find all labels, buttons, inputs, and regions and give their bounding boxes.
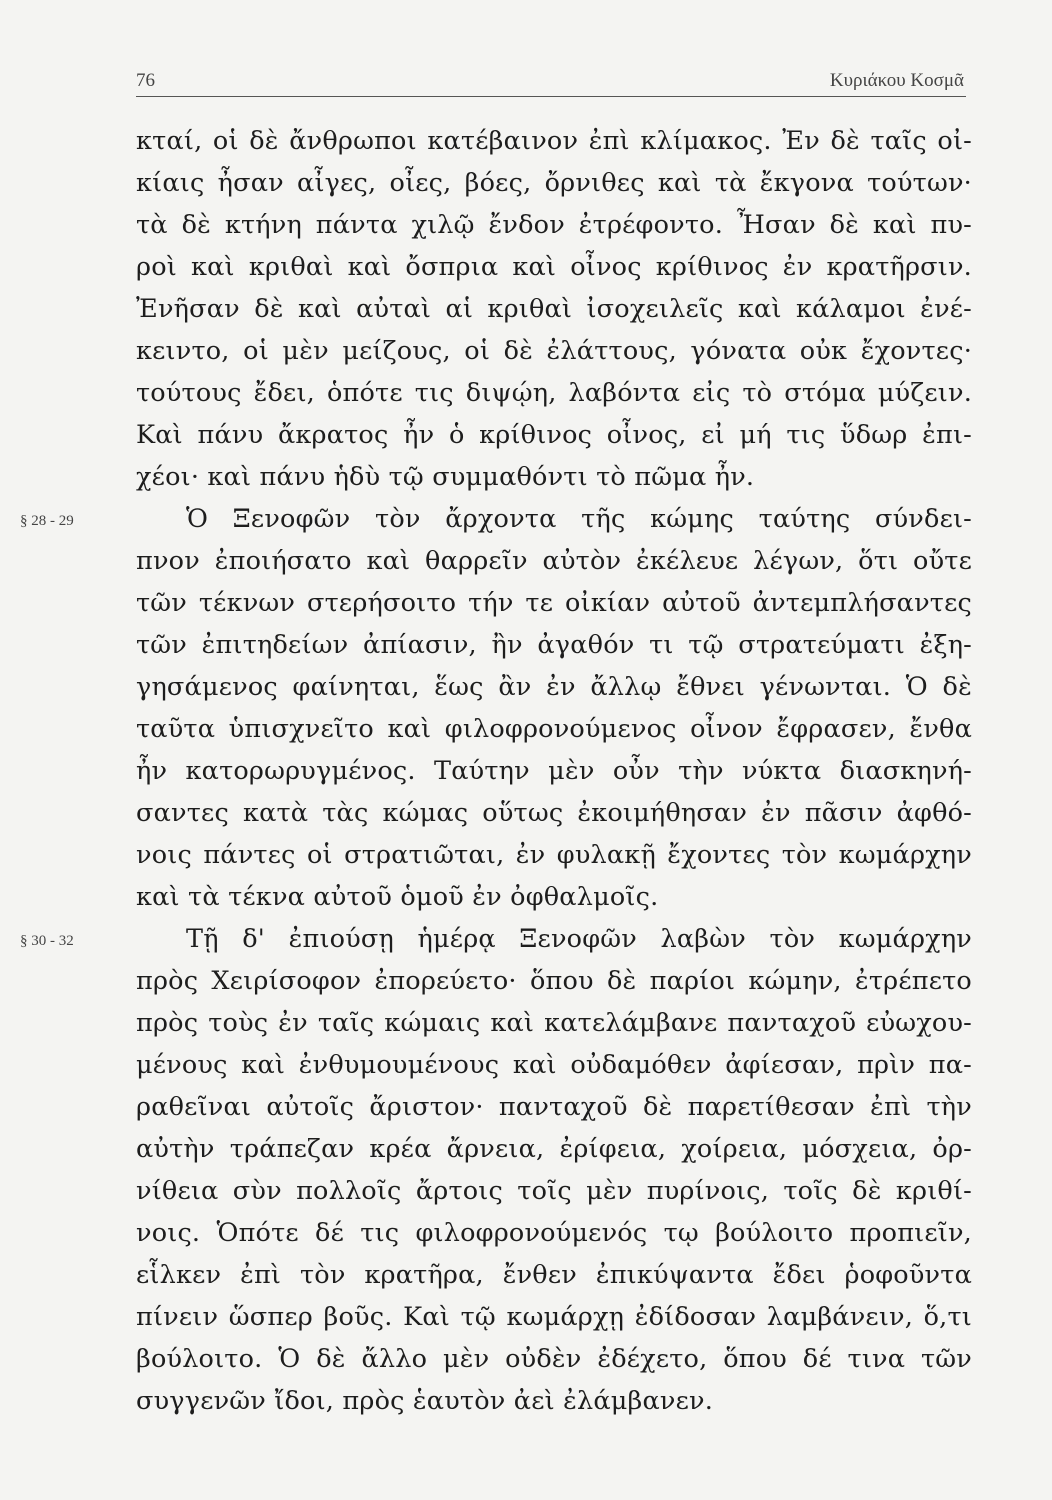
text-line: κίαις ἦσαν αἶγες, οἶες, βόες, ὄρνιθες καὶ τὰ ἔκγονα τούτων· bbox=[136, 168, 972, 198]
text-line: βούλοιτο. Ὁ δὲ ἄλλο μὲν οὐδὲν ἐδέχετο, ὅπου δέ τινα τῶν bbox=[136, 1344, 972, 1374]
text-line: σαντες κατὰ τὰς κώμας οὕτως ἐκοιμήθησαν ἐν πᾶσιν ἀφθό- bbox=[136, 798, 972, 828]
text-line: εἷλκεν ἐπὶ τὸν κρατῆρα, ἔνθεν ἐπικύψαντα ἔδει ῥοφοῦντα bbox=[136, 1260, 972, 1290]
margin-section-ref: § 30 - 32 bbox=[20, 933, 74, 949]
running-head bbox=[136, 68, 966, 97]
text-line: Ὁ Ξενοφῶν τὸν ἄρχοντα τῆς κώμης ταύτης σύνδει- bbox=[186, 504, 972, 534]
text-line: ταῦτα ὑπισχνεῖτο καὶ φιλοφρονούμενος οἶνον ἔφρασεν, ἔνθα bbox=[136, 714, 972, 744]
text-line: ραθεῖναι αὐτοῖς ἄριστον· πανταχοῦ δὲ παρετίθεσαν ἐπὶ τὴν bbox=[136, 1092, 972, 1122]
text-line: τῶν τέκνων στερήσοιτο τήν τε οἰκίαν αὐτοῦ ἀντεμπλήσαντες bbox=[136, 588, 972, 618]
paragraph-start-line bbox=[20, 918, 972, 960]
running-title: Κυριάκου Κοσμᾶ bbox=[829, 70, 964, 91]
text-line: Καὶ πάνυ ἄκρατος ἦν ὁ κρίθινος οἶνος, εἰ μή τις ὕδωρ ἐπι- bbox=[136, 420, 972, 450]
text-line: Τῇ δ' ἐπιούσῃ ἡμέρᾳ Ξενοφῶν λαβὼν τὸν κωμάρχην bbox=[186, 924, 972, 954]
text-line: μένους καὶ ἐνθυμουμένους καὶ οὐδαμόθεν ἀφίεσαν, πρὶν πα- bbox=[136, 1050, 972, 1080]
text-line: ροὶ καὶ κριθαὶ καὶ ὄσπρια καὶ οἶνος κρίθινος ἐν κρατῆρσιν. bbox=[136, 252, 972, 282]
text-line: πρὸς Χειρίσοφον ἐπορεύετο· ὅπου δὲ παρίοι κώμην, ἐτρέπετο bbox=[136, 966, 972, 996]
margin-section-ref: § 28 - 29 bbox=[20, 513, 74, 529]
text-line: γησάμενος φαίνηται, ἕως ἂν ἐν ἄλλῳ ἔθνει γένωνται. Ὁ δὲ bbox=[136, 672, 972, 702]
text-line: συγγενῶν ἴδοι, πρὸς ἑαυτὸν ἀεὶ ἐλάμβανεν. bbox=[136, 1386, 714, 1416]
text-line: κειντο, οἱ μὲν μείζους, οἱ δὲ ἐλάττους, γόνατα οὐκ ἔχοντες· bbox=[136, 336, 972, 366]
text-line: νίθεια σὺν πολλοῖς ἄρτοις τοῖς μὲν πυρίνοις, τοῖς δὲ κριθί- bbox=[136, 1176, 972, 1206]
text-line: νοις πάντες οἱ στρατιῶται, ἐν φυλακῇ ἔχοντες τὸν κωμάρχην bbox=[136, 840, 972, 870]
text-line: πνον ἐποιήσατο καὶ θαρρεῖν αὐτὸν ἐκέλευε λέγων, ὅτι οὔτε bbox=[136, 546, 972, 576]
text-line: τὰ δὲ κτήνη πάντα χιλῷ ἔνδον ἐτρέφοντο. Ἦσαν δὲ καὶ πυ- bbox=[136, 210, 972, 240]
body-text bbox=[20, 120, 972, 1422]
page-number: 76 bbox=[136, 70, 155, 91]
text-line: ἦν κατορωρυγμένος. Ταύτην μὲν οὖν τὴν νύκτα διασκηνή- bbox=[136, 756, 972, 786]
paragraph-start-line bbox=[20, 498, 972, 540]
text-line: χέοι· καὶ πάνυ ἡδὺ τῷ συμμαθόντι τὸ πῶμα ἦν. bbox=[136, 462, 755, 492]
text-line: τῶν ἐπιτηδείων ἀπίασιν, ἢν ἀγαθόν τι τῷ στρατεύματι ἐξη- bbox=[136, 630, 972, 660]
text-line: αὐτὴν τράπεζαν κρέα ἄρνεια, ἐρίφεια, χοίρεια, μόσχεια, ὀρ- bbox=[136, 1134, 972, 1164]
text-line: τούτους ἔδει, ὁπότε τις διψῴη, λαβόντα εἰς τὸ στόμα μύζειν. bbox=[136, 378, 972, 408]
text-line: Ἐνῆσαν δὲ καὶ αὐταὶ αἱ κριθαὶ ἰσοχειλεῖς καὶ κάλαμοι ἐνέ- bbox=[136, 294, 972, 324]
text-line: νοις. Ὁπότε δέ τις φιλοφρονούμενός τῳ βούλοιτο προπιεῖν, bbox=[136, 1218, 972, 1248]
text-line: πρὸς τοὺς ἐν ταῖς κώμαις καὶ κατελάμβανε πανταχοῦ εὐωχου- bbox=[136, 1008, 972, 1038]
text-line: καὶ τὰ τέκνα αὐτοῦ ὁμοῦ ἐν ὀφθαλμοῖς. bbox=[136, 882, 659, 912]
text-line: πίνειν ὥσπερ βοῦς. Καὶ τῷ κωμάρχῃ ἐδίδοσαν λαμβάνειν, ὅ,τι bbox=[136, 1302, 972, 1332]
text-line: κταί, οἱ δὲ ἄνθρωποι κατέβαινον ἐπὶ κλίμακος. Ἐν δὲ ταῖς οἰ- bbox=[136, 126, 972, 156]
